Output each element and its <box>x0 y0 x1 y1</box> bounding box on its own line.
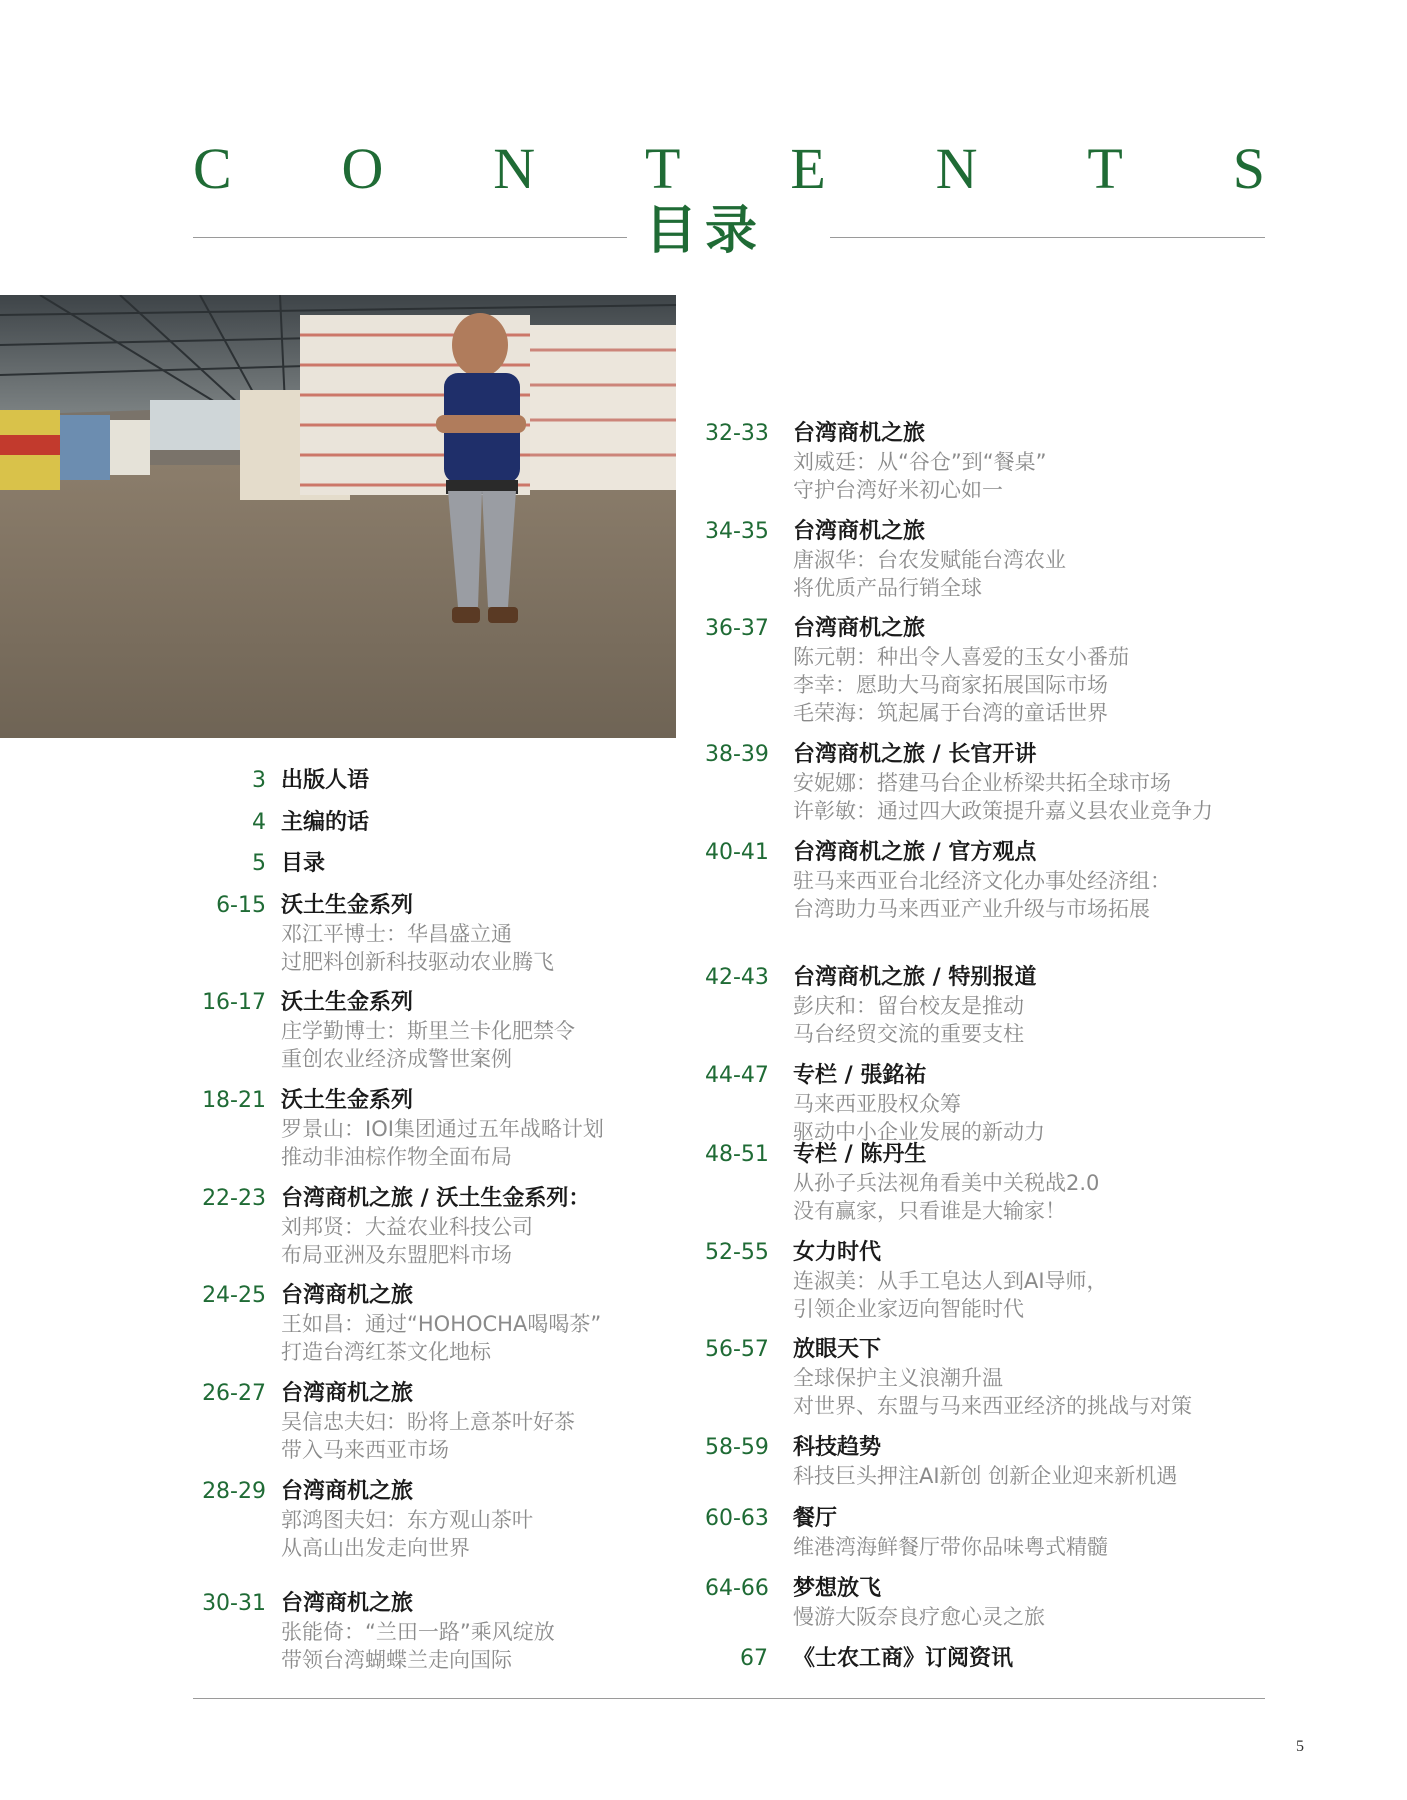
toc-article-line: 重创农业经济成警世案例 <box>281 1047 512 1071</box>
toc-section-title: 台湾商机之旅 <box>793 616 926 641</box>
toc-article-line: 庄学勤博士：斯里兰卡化肥禁令 <box>281 1019 575 1043</box>
toc-article-line: 许彰敏：通过四大政策提升嘉义县农业竞争力 <box>793 799 1213 823</box>
toc-section-title: 出版人语 <box>281 768 370 793</box>
toc-section-title: 台湾商机之旅 / 官方观点 <box>793 840 1037 865</box>
toc-article-line: 从孙子兵法视角看美中关税战2.0 <box>793 1171 1100 1195</box>
toc-section-title: 专栏 / 陈丹生 <box>793 1142 927 1167</box>
toc-article-line: 从高山出发走向世界 <box>281 1536 470 1560</box>
toc-section-title: 专栏 / 張銘祐 <box>793 1063 927 1088</box>
toc-article-line: 带入马来西亚市场 <box>281 1438 449 1462</box>
toc-page-range: 34-35 <box>705 519 769 544</box>
toc-article-line: 郭鸿图夫妇：东方观山茶叶 <box>281 1508 533 1532</box>
toc-section-title: 目录 <box>281 851 326 876</box>
contents-cn-title: 目录 <box>644 201 765 261</box>
toc-article-line: 带领台湾蝴蝶兰走向国际 <box>281 1648 512 1672</box>
footer-rule <box>193 1698 1265 1699</box>
toc-page-range: 18-21 <box>202 1088 266 1113</box>
toc-article-line: 毛荣海：筑起属于台湾的童话世界 <box>793 701 1108 725</box>
toc-section-title: 台湾商机之旅 <box>281 1381 414 1406</box>
toc-page-range: 30-31 <box>202 1591 266 1616</box>
contents-letter: S <box>1232 136 1265 201</box>
toc-section-title: 沃土生金系列 <box>281 1088 414 1113</box>
toc-section-title: 沃土生金系列 <box>281 893 414 918</box>
toc-article-line: 对世界、东盟与马来西亚经济的挑战与对策 <box>793 1394 1192 1418</box>
contents-letter: C <box>193 136 232 201</box>
toc-article-line: 王如昌：通过“HOHOCHA喝喝茶” <box>281 1312 602 1336</box>
toc-page-range: 64-66 <box>705 1576 769 1601</box>
toc-section-title: 台湾商机之旅 <box>281 1283 414 1308</box>
toc-article-line: 布局亚洲及东盟肥料市场 <box>281 1243 512 1267</box>
toc-article-line: 没有赢家，只看谁是大输家！ <box>793 1199 1066 1223</box>
toc-page-range: 24-25 <box>202 1283 266 1308</box>
toc-page-range: 58-59 <box>705 1435 769 1460</box>
toc-article-line: 马来西亚股权众筹 <box>793 1092 961 1116</box>
toc-article-line: 李幸：愿助大马商家拓展国际市场 <box>793 673 1108 697</box>
page-number: 5 <box>1296 1738 1304 1755</box>
toc-section-title: 餐厅 <box>793 1506 838 1531</box>
contents-letter: T <box>645 136 681 201</box>
toc-section-title: 台湾商机之旅 <box>793 519 926 544</box>
toc-page-range: 38-39 <box>705 742 769 767</box>
toc-page-range: 26-27 <box>202 1381 266 1406</box>
toc-article-line: 邓江平博士：华昌盛立通 <box>281 922 512 946</box>
toc-page-range: 4 <box>252 810 266 835</box>
toc-page-range: 52-55 <box>705 1240 769 1265</box>
toc-page-range: 36-37 <box>705 616 769 641</box>
heading-rule-left <box>193 237 627 238</box>
toc-page-range: 5 <box>252 851 266 876</box>
toc-section-title: 台湾商机之旅 / 长官开讲 <box>793 742 1037 767</box>
toc-article-line: 全球保护主义浪潮升温 <box>793 1366 1003 1390</box>
contents-letter: N <box>493 136 536 201</box>
toc-page-range: 42-43 <box>705 965 769 990</box>
toc-section-title: 主编的话 <box>281 810 370 835</box>
toc-article-line: 吴信忠夫妇：盼将上意茶叶好茶 <box>281 1410 575 1434</box>
toc-section-title: 《士农工商》订阅资讯 <box>793 1646 1014 1671</box>
toc-article-line: 维港湾海鲜餐厅带你品味粤式精髓 <box>793 1535 1108 1559</box>
toc-section-title: 放眼天下 <box>793 1337 882 1362</box>
toc-article-line: 科技巨头押注AI新创 创新企业迎来新机遇 <box>793 1464 1178 1488</box>
toc-article-line: 将优质产品行销全球 <box>793 576 982 600</box>
toc-section-title: 台湾商机之旅 <box>793 421 926 446</box>
toc-page-range: 28-29 <box>202 1479 266 1504</box>
toc-article-line: 驱动中小企业发展的新动力 <box>793 1120 1045 1144</box>
toc-section-title: 女力时代 <box>793 1240 882 1265</box>
toc-article-line: 打造台湾红茶文化地标 <box>281 1340 491 1364</box>
toc-article-line: 唐淑华：台农发赋能台湾农业 <box>793 548 1066 572</box>
toc-page-range: 48-51 <box>705 1142 769 1167</box>
toc-page-range: 67 <box>740 1646 768 1671</box>
toc-page-range: 32-33 <box>705 421 769 446</box>
toc-article-line: 过肥料创新科技驱动农业腾飞 <box>281 950 554 974</box>
toc-page-range: 3 <box>252 768 266 793</box>
toc-page-range: 6-15 <box>216 893 266 918</box>
toc-article-line: 彭庆和：留台校友是推动 <box>793 994 1024 1018</box>
contents-letter: O <box>341 136 384 201</box>
toc-article-line: 推动非油棕作物全面布局 <box>281 1145 512 1169</box>
toc-section-title: 梦想放飞 <box>793 1576 882 1601</box>
toc-section-title: 台湾商机之旅 / 特别报道 <box>793 965 1037 990</box>
toc-article-line: 连淑美：从手工皂达人到AI导师， <box>793 1269 1108 1293</box>
feature-photo <box>0 295 676 738</box>
toc-page-range: 56-57 <box>705 1337 769 1362</box>
toc-article-line: 陈元朝：种出令人喜爱的玉女小番茄 <box>793 645 1129 669</box>
toc-page-range: 22-23 <box>202 1186 266 1211</box>
toc-section-title: 台湾商机之旅 / 沃土生金系列： <box>281 1186 591 1211</box>
toc-page-range: 40-41 <box>705 840 769 865</box>
contents-letter: T <box>1087 136 1123 201</box>
toc-article-line: 驻马来西亚台北经济文化办事处经济组： <box>793 869 1171 893</box>
toc-article-line: 刘威廷：从“谷仓”到“餐桌” <box>793 450 1047 474</box>
toc-section-title: 台湾商机之旅 <box>281 1479 414 1504</box>
contents-letter: E <box>790 136 826 201</box>
toc-page-range: 60-63 <box>705 1506 769 1531</box>
toc-article-line: 慢游大阪奈良疗愈心灵之旅 <box>793 1605 1045 1629</box>
toc-section-title: 科技趋势 <box>793 1435 882 1460</box>
heading-rule-right <box>830 237 1265 238</box>
toc-article-line: 刘邦贤：大益农业科技公司 <box>281 1215 533 1239</box>
toc-article-line: 马台经贸交流的重要支柱 <box>793 1022 1024 1046</box>
toc-article-line: 安妮娜：搭建马台企业桥梁共拓全球市场 <box>793 771 1171 795</box>
toc-page-range: 44-47 <box>705 1063 769 1088</box>
toc-article-line: 引领企业家迈向智能时代 <box>793 1297 1024 1321</box>
toc-article-line: 台湾助力马来西亚产业升级与市场拓展 <box>793 897 1150 921</box>
toc-page-range: 16-17 <box>202 990 266 1015</box>
toc-article-line: 守护台湾好米初心如一 <box>793 478 1003 502</box>
contents-heading <box>193 136 1265 201</box>
toc-section-title: 沃土生金系列 <box>281 990 414 1015</box>
toc-article-line: 张能倚：“兰田一路”乘风绽放 <box>281 1620 555 1644</box>
toc-section-title: 台湾商机之旅 <box>281 1591 414 1616</box>
contents-letter: N <box>935 136 978 201</box>
toc-article-line: 罗景山：IOI集团通过五年战略计划 <box>281 1117 604 1141</box>
